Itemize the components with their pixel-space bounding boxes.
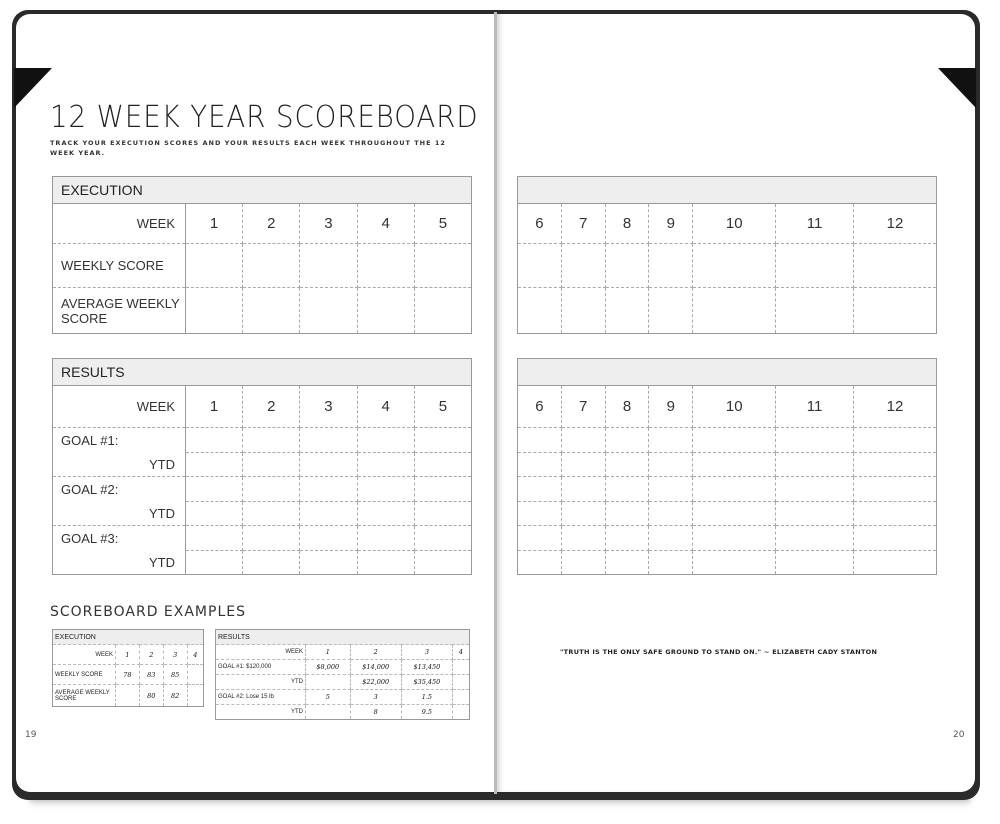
week-number: 3 [300, 386, 357, 428]
goal-cell[interactable] [776, 428, 854, 453]
ytd-cell[interactable] [414, 502, 471, 526]
example-results-table [215, 629, 470, 720]
goal-cell[interactable] [518, 428, 562, 453]
page-number-right: 20 [953, 730, 965, 740]
week-number: 1 [306, 645, 351, 660]
ytd-cell[interactable] [186, 502, 243, 526]
ytd-label: YTD [216, 705, 306, 720]
goal-cell[interactable] [561, 428, 605, 453]
goal-cell[interactable] [605, 428, 649, 453]
ytd-cell[interactable] [605, 551, 649, 575]
goal-cell[interactable] [561, 477, 605, 502]
score-cell[interactable] [243, 244, 300, 288]
ytd-cell[interactable] [414, 453, 471, 477]
goal-3-label: GOAL #3: [53, 526, 186, 551]
ytd-cell[interactable] [605, 502, 649, 526]
corner-triangle-right [938, 68, 976, 108]
average-cell[interactable] [776, 288, 854, 334]
week-number: 2 [243, 386, 300, 428]
goal-cell[interactable] [243, 526, 300, 551]
goal-cell[interactable] [243, 428, 300, 453]
week-number: 4 [453, 645, 470, 660]
week-number: 11 [776, 386, 854, 428]
example-value [187, 685, 203, 707]
week-number: 7 [561, 386, 605, 428]
example-value: $13,450 [401, 660, 452, 675]
ytd-cell[interactable] [561, 551, 605, 575]
ytd-cell[interactable] [693, 453, 776, 477]
average-cell[interactable] [605, 288, 649, 334]
goal-cell[interactable] [649, 428, 693, 453]
goal-cell[interactable] [649, 526, 693, 551]
goal-cell[interactable] [649, 477, 693, 502]
average-weekly-score-label: AVERAGE WEEKLY SCORE [53, 685, 116, 707]
execution-header-right [518, 177, 937, 204]
week-number: 1 [116, 645, 140, 665]
goal-cell[interactable] [300, 428, 357, 453]
week-number: 5 [414, 204, 471, 244]
week-number: 6 [518, 386, 562, 428]
goal-cell[interactable] [414, 428, 471, 453]
week-number: 5 [414, 386, 471, 428]
page-number-left: 19 [25, 730, 37, 740]
average-weekly-score-label: AVERAGE WEEKLY SCORE [53, 288, 186, 334]
goal-1-label: GOAL #1: [53, 428, 186, 453]
example-value: $14,000 [350, 660, 401, 675]
average-cell[interactable] [243, 288, 300, 334]
example-value [306, 705, 351, 720]
week-number: 12 [853, 386, 936, 428]
goal-cell[interactable] [357, 428, 414, 453]
score-cell[interactable] [357, 244, 414, 288]
ytd-cell[interactable] [561, 453, 605, 477]
ytd-cell[interactable] [518, 551, 562, 575]
average-cell[interactable] [300, 288, 357, 334]
average-cell[interactable] [561, 288, 605, 334]
score-cell[interactable] [300, 244, 357, 288]
example-value [453, 705, 470, 720]
week-label: WEEK [53, 386, 186, 428]
goal-cell[interactable] [693, 526, 776, 551]
example-results-header: RESULTS [216, 630, 470, 645]
week-number: 8 [605, 386, 649, 428]
quote: "TRUTH IS THE ONLY SAFE GROUND TO STAND ON." ~ ELIZABETH CADY STANTON [560, 648, 878, 656]
score-cell[interactable] [853, 244, 936, 288]
week-number: 10 [693, 204, 776, 244]
example-value [453, 675, 470, 690]
goal-2-label: GOAL #2: Lose 15 lb [216, 690, 306, 705]
week-number: 2 [350, 645, 401, 660]
ytd-cell[interactable] [693, 551, 776, 575]
ytd-cell[interactable] [300, 551, 357, 575]
example-value: 78 [116, 665, 140, 685]
results-header: RESULTS [53, 359, 472, 386]
page-title: 12 WEEK YEAR SCOREBOARD [50, 100, 479, 135]
week-number: 1 [186, 386, 243, 428]
average-cell[interactable] [186, 288, 243, 334]
goal-cell[interactable] [186, 428, 243, 453]
week-number: 10 [693, 386, 776, 428]
goal-cell[interactable] [605, 526, 649, 551]
ytd-cell[interactable] [243, 551, 300, 575]
goal-cell[interactable] [243, 477, 300, 502]
week-number: 11 [776, 204, 854, 244]
ytd-cell[interactable] [414, 551, 471, 575]
execution-table-right [517, 176, 937, 334]
goal-2-label: GOAL #2: [53, 477, 186, 502]
ytd-cell[interactable] [186, 551, 243, 575]
example-value [453, 690, 470, 705]
ytd-cell[interactable] [300, 453, 357, 477]
goal-1-label: GOAL #1: $120,000 [216, 660, 306, 675]
example-value [306, 675, 351, 690]
score-cell[interactable] [605, 244, 649, 288]
corner-triangle-left [14, 68, 52, 108]
ytd-cell[interactable] [561, 502, 605, 526]
goal-cell[interactable] [518, 477, 562, 502]
week-number: 4 [187, 645, 203, 665]
goal-cell[interactable] [776, 477, 854, 502]
example-value: 8 [350, 705, 401, 720]
example-value: 5 [306, 690, 351, 705]
goal-cell[interactable] [414, 526, 471, 551]
week-label: WEEK [53, 204, 186, 244]
example-value: 83 [139, 665, 163, 685]
ytd-cell[interactable] [693, 502, 776, 526]
goal-cell[interactable] [693, 477, 776, 502]
ytd-cell[interactable] [853, 453, 936, 477]
average-cell[interactable] [414, 288, 471, 334]
goal-cell[interactable] [300, 526, 357, 551]
ytd-cell[interactable] [186, 453, 243, 477]
ytd-cell[interactable] [853, 502, 936, 526]
examples-title: SCOREBOARD EXAMPLES [50, 604, 246, 620]
ytd-label: YTD [216, 675, 306, 690]
week-number: 1 [186, 204, 243, 244]
ytd-cell[interactable] [776, 502, 854, 526]
example-value: $35,450 [401, 675, 452, 690]
example-value: 3 [350, 690, 401, 705]
ytd-cell[interactable] [605, 453, 649, 477]
average-cell[interactable] [518, 288, 562, 334]
example-value: $22,000 [350, 675, 401, 690]
week-label: WEEK [53, 645, 116, 665]
week-number: 2 [139, 645, 163, 665]
score-cell[interactable] [776, 244, 854, 288]
goal-cell[interactable] [605, 477, 649, 502]
ytd-cell[interactable] [853, 551, 936, 575]
goal-cell[interactable] [518, 526, 562, 551]
weekly-score-label: WEEKLY SCORE [53, 665, 116, 685]
goal-cell[interactable] [853, 477, 936, 502]
week-number: 4 [357, 204, 414, 244]
execution-header: EXECUTION [53, 177, 472, 204]
goal-cell[interactable] [357, 477, 414, 502]
example-value [187, 665, 203, 685]
example-value: 9.5 [401, 705, 452, 720]
week-number: 2 [243, 204, 300, 244]
goal-cell[interactable] [561, 526, 605, 551]
week-number: 3 [163, 645, 187, 665]
example-value: $8,000 [306, 660, 351, 675]
ytd-cell[interactable] [357, 502, 414, 526]
score-cell[interactable] [649, 244, 693, 288]
score-cell[interactable] [186, 244, 243, 288]
ytd-label: YTD [53, 502, 186, 526]
week-number: 3 [300, 204, 357, 244]
goal-cell[interactable] [414, 477, 471, 502]
score-cell[interactable] [414, 244, 471, 288]
example-value: 1.5 [401, 690, 452, 705]
goal-cell[interactable] [357, 526, 414, 551]
ytd-cell[interactable] [518, 453, 562, 477]
ytd-cell[interactable] [776, 453, 854, 477]
ytd-cell[interactable] [649, 453, 693, 477]
execution-table-left [52, 176, 472, 334]
average-cell[interactable] [357, 288, 414, 334]
example-value: 85 [163, 665, 187, 685]
goal-cell[interactable] [693, 428, 776, 453]
page-subtitle: TRACK YOUR EXECUTION SCORES AND YOUR RESULTS EACH WEEK THROUGHOUT THE 12 WEEK YEAR. [50, 139, 446, 157]
ytd-cell[interactable] [649, 551, 693, 575]
ytd-cell[interactable] [776, 551, 854, 575]
example-execution-header: EXECUTION [53, 630, 204, 645]
example-value [453, 660, 470, 675]
weekly-score-label: WEEKLY SCORE [53, 244, 186, 288]
week-number: 9 [649, 386, 693, 428]
goal-cell[interactable] [300, 477, 357, 502]
average-cell[interactable] [649, 288, 693, 334]
ytd-cell[interactable] [243, 453, 300, 477]
week-number: 8 [605, 204, 649, 244]
ytd-cell[interactable] [649, 502, 693, 526]
ytd-cell[interactable] [357, 551, 414, 575]
example-execution-table [52, 629, 204, 707]
week-number: 7 [561, 204, 605, 244]
ytd-cell[interactable] [243, 502, 300, 526]
book-gutter [494, 12, 497, 794]
week-number: 6 [518, 204, 562, 244]
goal-cell[interactable] [776, 526, 854, 551]
results-table-left [52, 358, 472, 575]
goal-cell[interactable] [853, 526, 936, 551]
week-number: 9 [649, 204, 693, 244]
goal-cell[interactable] [853, 428, 936, 453]
week-number: 12 [853, 204, 936, 244]
ytd-cell[interactable] [300, 502, 357, 526]
ytd-label: YTD [53, 551, 186, 575]
score-cell[interactable] [518, 244, 562, 288]
goal-cell[interactable] [186, 477, 243, 502]
week-number: 3 [401, 645, 452, 660]
goal-cell[interactable] [186, 526, 243, 551]
example-value: 80 [139, 685, 163, 707]
results-table-right [517, 358, 937, 575]
ytd-label: YTD [53, 453, 186, 477]
average-cell[interactable] [693, 288, 776, 334]
average-cell[interactable] [853, 288, 936, 334]
example-value [116, 685, 140, 707]
ytd-cell[interactable] [518, 502, 562, 526]
ytd-cell[interactable] [357, 453, 414, 477]
week-label: WEEK [216, 645, 306, 660]
score-cell[interactable] [561, 244, 605, 288]
results-header-right [518, 359, 937, 386]
week-number: 4 [357, 386, 414, 428]
example-value: 82 [163, 685, 187, 707]
score-cell[interactable] [693, 244, 776, 288]
